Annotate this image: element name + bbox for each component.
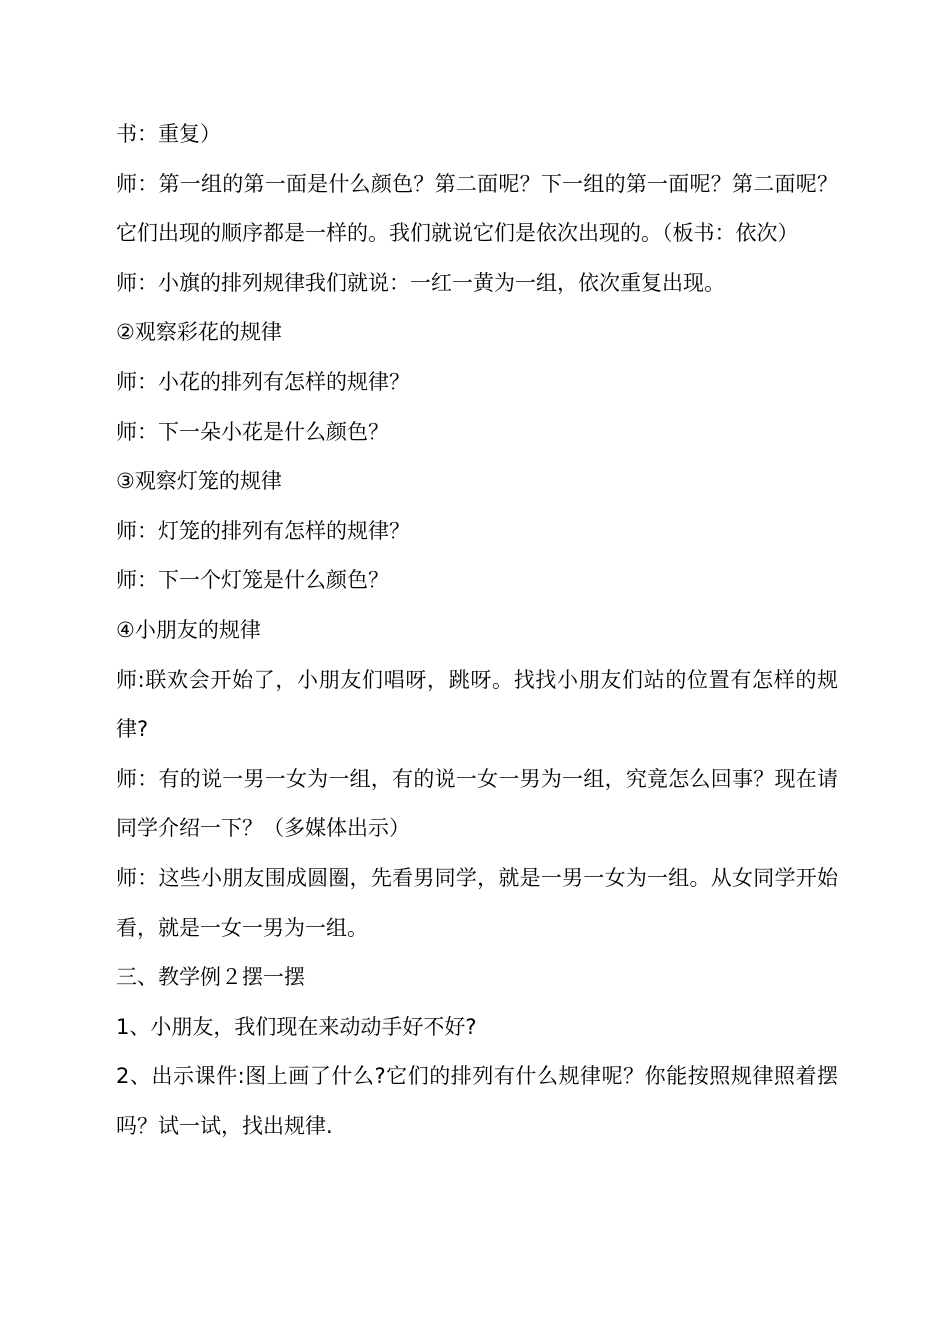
paragraph-flower-question: 师：小花的排列有怎样的规律？	[116, 369, 410, 394]
paragraph-flag-rule: 师：小旗的排列规律我们就说：一红一黄为一组，依次重复出现。	[116, 270, 725, 295]
paragraph-next-lantern: 师：下一个灯笼是什么颜色？	[116, 568, 389, 593]
heading-lanterns: ③观察灯笼的规律	[116, 469, 282, 494]
paragraph-board-repeat: 书：重复）	[116, 122, 221, 146]
heading-example-2: 三、教学例２摆一摆	[116, 965, 305, 990]
paragraph-next-flower: 师：下一朵小花是什么颜色？	[116, 419, 389, 444]
paragraph-circle: 师：这些小朋友围成圆圈，先看男同学，就是一男一女为一组。从女同学开始看，就是一女一男为一组。	[116, 865, 838, 940]
heading-children: ④小朋友的规律	[116, 617, 261, 642]
document-body	[116, 110, 838, 1151]
paragraph-lantern-question: 师：灯笼的排列有怎样的规律？	[116, 518, 410, 543]
paragraph-hands-on: 1、小朋友，我们现在来动动手好不好?	[116, 1014, 477, 1039]
paragraph-boy-girl: 师：有的说一男一女为一组，有的说一女一男为一组，究竟怎么回事？现在请同学介绍一下？（多媒体出示）	[116, 766, 838, 841]
paragraph-party: 师:联欢会开始了，小朋友们唱呀，跳呀。找找小朋友们站的位置有怎样的规律?	[116, 667, 838, 742]
paragraph-courseware: 2、出示课件:图上画了什么?它们的排列有什么规律呢？你能按照规律照着摆吗？试一试，找出规律.	[116, 1064, 838, 1138]
paragraph-flag-order: 师：第一组的第一面是什么颜色？第二面呢？下一组的第一面呢？第二面呢？它们出现的顺序都是一样的。我们就说它们是依次出现的。（板书：依次）	[116, 171, 838, 246]
heading-flowers: ②观察彩花的规律	[116, 320, 282, 345]
